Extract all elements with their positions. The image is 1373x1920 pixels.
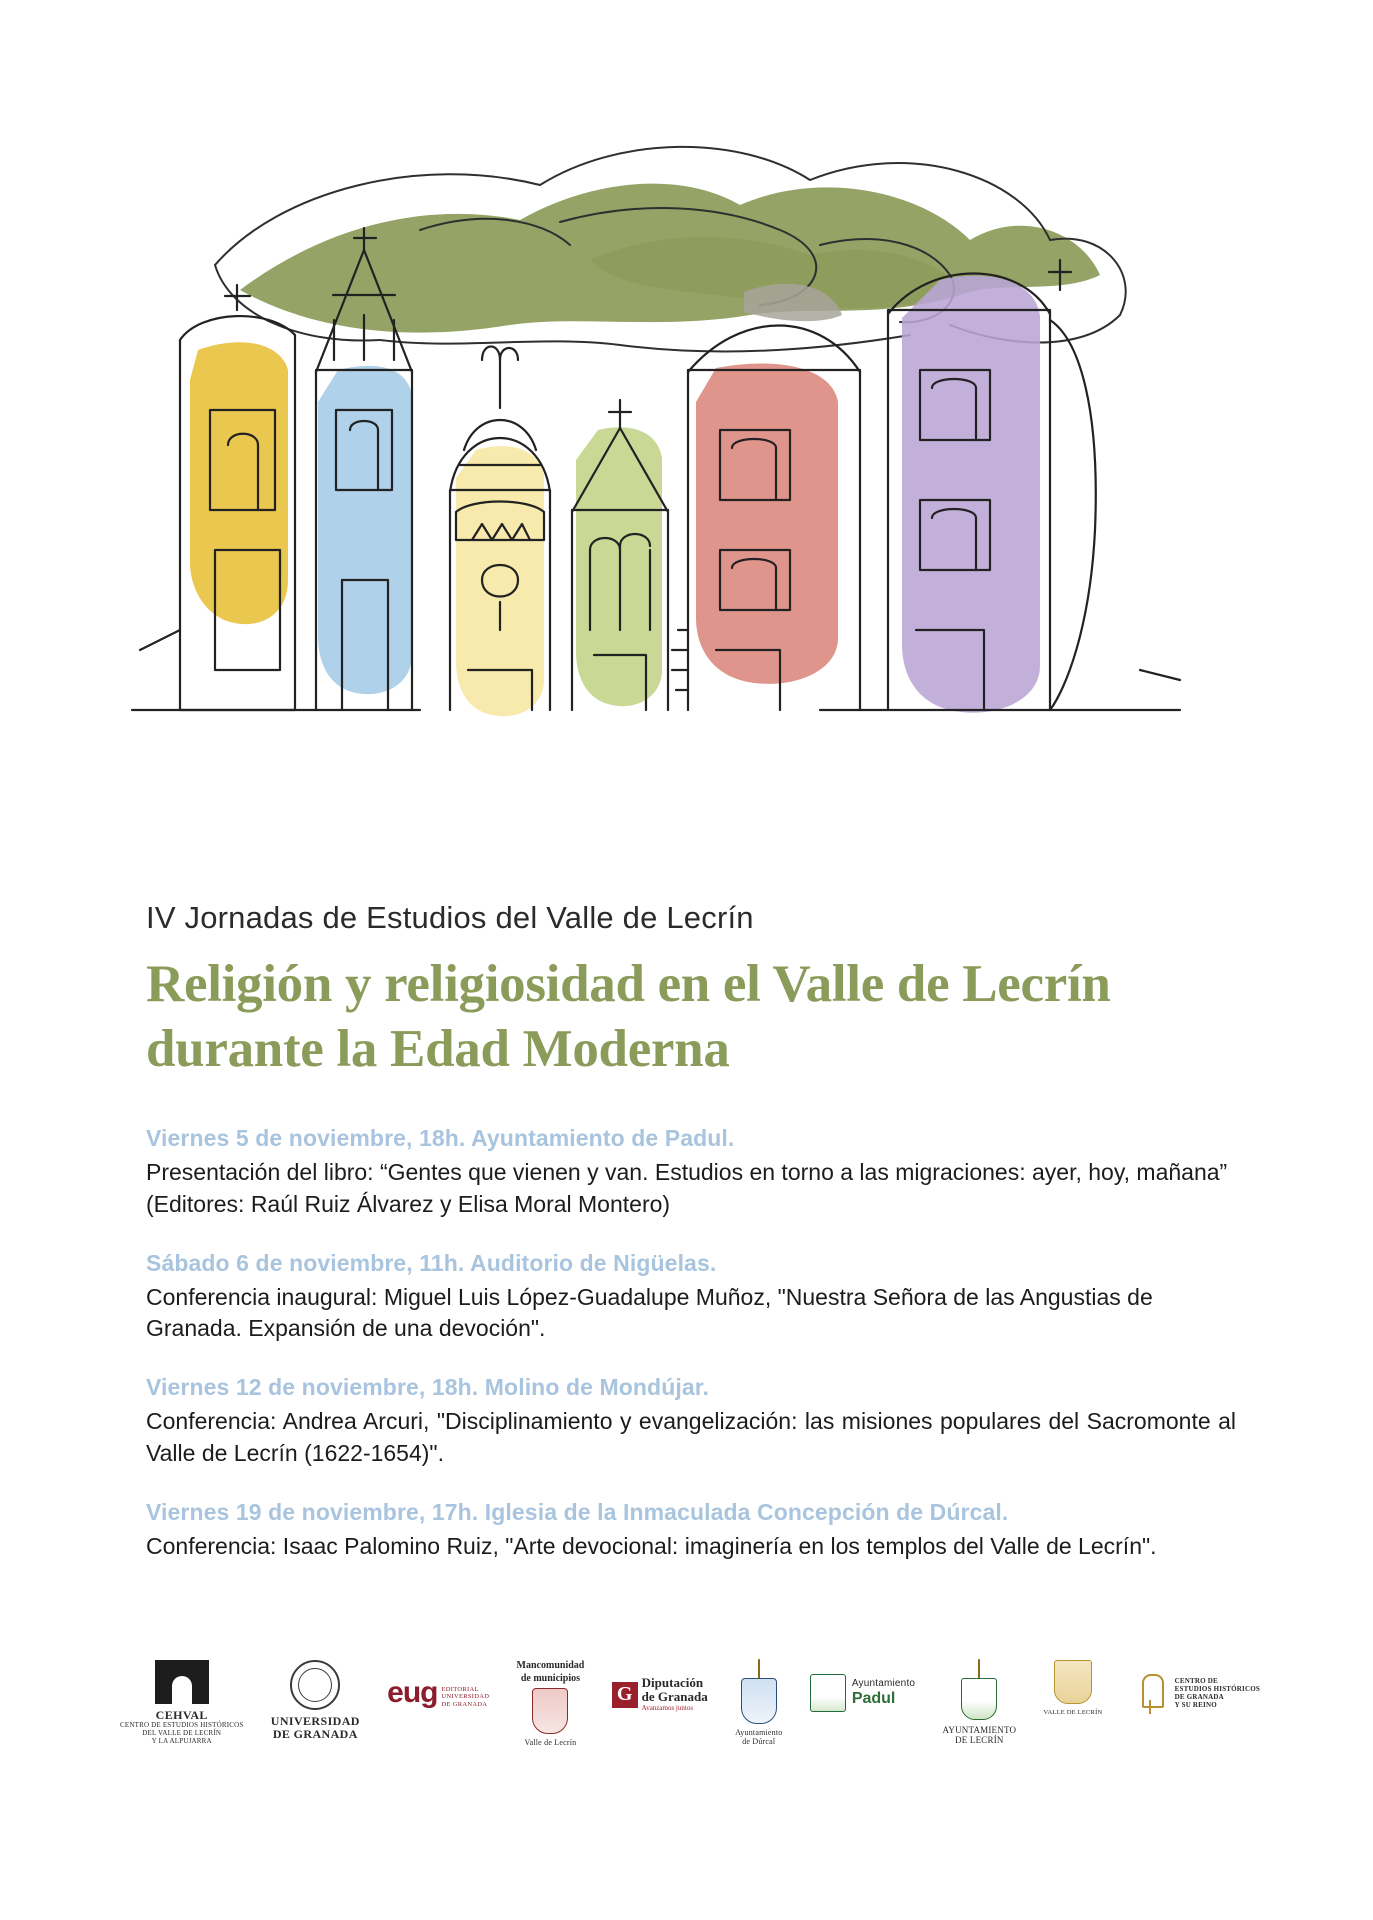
- logo-line: ESTUDIOS HISTÓRICOS: [1174, 1685, 1260, 1694]
- logo-line: VALLE DE LECRÍN: [1043, 1709, 1103, 1716]
- logo-line: CEHVAL: [155, 1708, 208, 1722]
- event-description: Conferencia: Andrea Arcuri, "Disciplinamiento y evangelización: las misiones populares del Sacromonte al Valle de Lecrín (1622-1654)".: [146, 1408, 1236, 1466]
- poster-text: [146, 900, 1236, 1562]
- logo-line: CENTRO DE: [1174, 1677, 1218, 1686]
- building-color-blocks: [190, 276, 1040, 716]
- logo-line: DE GRANADA: [272, 1727, 358, 1742]
- illustration: [120, 110, 1260, 890]
- event-item: [146, 1125, 1236, 1220]
- logo-line: CENTRO DE ESTUDIOS HISTÓRICOS: [120, 1721, 244, 1730]
- event-date: Sábado 6 de noviembre, 11h. Auditorio de Nigüelas.: [146, 1249, 717, 1276]
- logo-valle-de-lecrin-villa-historica: [1044, 1660, 1103, 1716]
- page-title: Religión y religiosidad en el Valle de Lecrín durante la Edad Moderna: [146, 955, 1111, 1078]
- lecrin-shield-icon: [961, 1678, 997, 1720]
- logo-line: Mancomunidad: [516, 1660, 585, 1671]
- logo-line: de Granada: [641, 1688, 708, 1704]
- logo-line: Ayuntamiento: [851, 1678, 916, 1690]
- logo-line: Y SU REINO: [1174, 1700, 1217, 1709]
- logo-universidad-de-granada: [271, 1660, 360, 1742]
- event-description: Conferencia: Isaac Palomino Ruiz, "Arte devocional: imaginería en los templos del Valle de Lecrín".: [146, 1532, 1157, 1559]
- logo-line: DE LECRÍN: [955, 1734, 1004, 1745]
- series-title: IV Jornadas de Estudios del Valle de Lecrín: [146, 900, 754, 935]
- logo-eug: [387, 1678, 489, 1708]
- logo-mancomunidad-valle-de-lecrin: [517, 1660, 585, 1748]
- logo-line: DE GRANADA: [441, 1700, 488, 1708]
- event-date: Viernes 12 de noviembre, 18h. Molino de Mondújar.: [146, 1374, 710, 1401]
- event-date: Viernes 19 de noviembre, 17h. Iglesia de la Inmaculada Concepción de Dúrcal.: [146, 1498, 1009, 1525]
- logo-centro-estudios-historicos-granada: [1130, 1672, 1260, 1716]
- logo-line: de municipios: [520, 1672, 581, 1684]
- logo-line: AYUNTAMIENTO: [942, 1724, 1017, 1735]
- logo-ayuntamiento-de-lecrin: [943, 1660, 1017, 1745]
- event-description: Presentación del libro: “Gentes que vienen y van. Estudios en torno a las migraciones: ayer, hoy, mañana” (Editores: Raúl Ruiz Álvarez y Elisa Moral Montero): [146, 1159, 1228, 1217]
- logo-ayuntamiento-de-durcal: [735, 1660, 782, 1747]
- mancomunidad-shield-icon: [532, 1688, 568, 1734]
- event-item: [146, 1499, 1236, 1562]
- logo-ayuntamiento-padul: [810, 1674, 915, 1712]
- crown-icon: [758, 1659, 760, 1678]
- logo-line: Y LA ALPUJARRA: [151, 1737, 212, 1746]
- logo-line: de Dúrcal: [742, 1736, 776, 1746]
- logo-diputacion-de-granada: [612, 1676, 708, 1713]
- logo-line: DE GRANADA: [1174, 1693, 1224, 1701]
- cehval-arch-icon: [155, 1660, 209, 1704]
- logo-line: Valle de Lecrín: [524, 1738, 577, 1747]
- event-date: Viernes 5 de noviembre, 18h. Ayuntamiento de Padul.: [146, 1125, 735, 1152]
- ugr-seal-icon: [290, 1660, 340, 1710]
- logo-line: Ayuntamiento: [735, 1727, 783, 1737]
- ceh-key-icon: [1130, 1672, 1170, 1716]
- padul-shield-icon: [810, 1674, 846, 1712]
- crown-icon: [978, 1659, 980, 1678]
- logo-line: DEL VALLE DE LECRÍN: [142, 1729, 222, 1738]
- durcal-shield-icon: [741, 1678, 777, 1724]
- logo-line: UNIVERSIDAD: [270, 1714, 360, 1728]
- logo-line: Padul: [851, 1689, 896, 1707]
- logo-line: Avanzamos juntos: [641, 1704, 694, 1713]
- event-item: [146, 1374, 1236, 1469]
- event-item: [146, 1250, 1236, 1345]
- logo-line: Diputación: [641, 1675, 704, 1690]
- sponsor-logos: [120, 1660, 1260, 1800]
- diputacion-g-icon: G: [612, 1682, 638, 1708]
- event-description: Conferencia inaugural: Miguel Luis López-Guadalupe Muñoz, "Nuestra Señora de las Angustias de Granada. Expansión de una devoción".: [146, 1283, 1153, 1342]
- logo-line: EDITORIAL: [441, 1686, 479, 1694]
- logo-cehval: [120, 1660, 243, 1746]
- logo-line: UNIVERSIDAD: [441, 1693, 490, 1701]
- valle-shield-icon: [1054, 1660, 1092, 1704]
- logo-line: eug: [387, 1676, 438, 1709]
